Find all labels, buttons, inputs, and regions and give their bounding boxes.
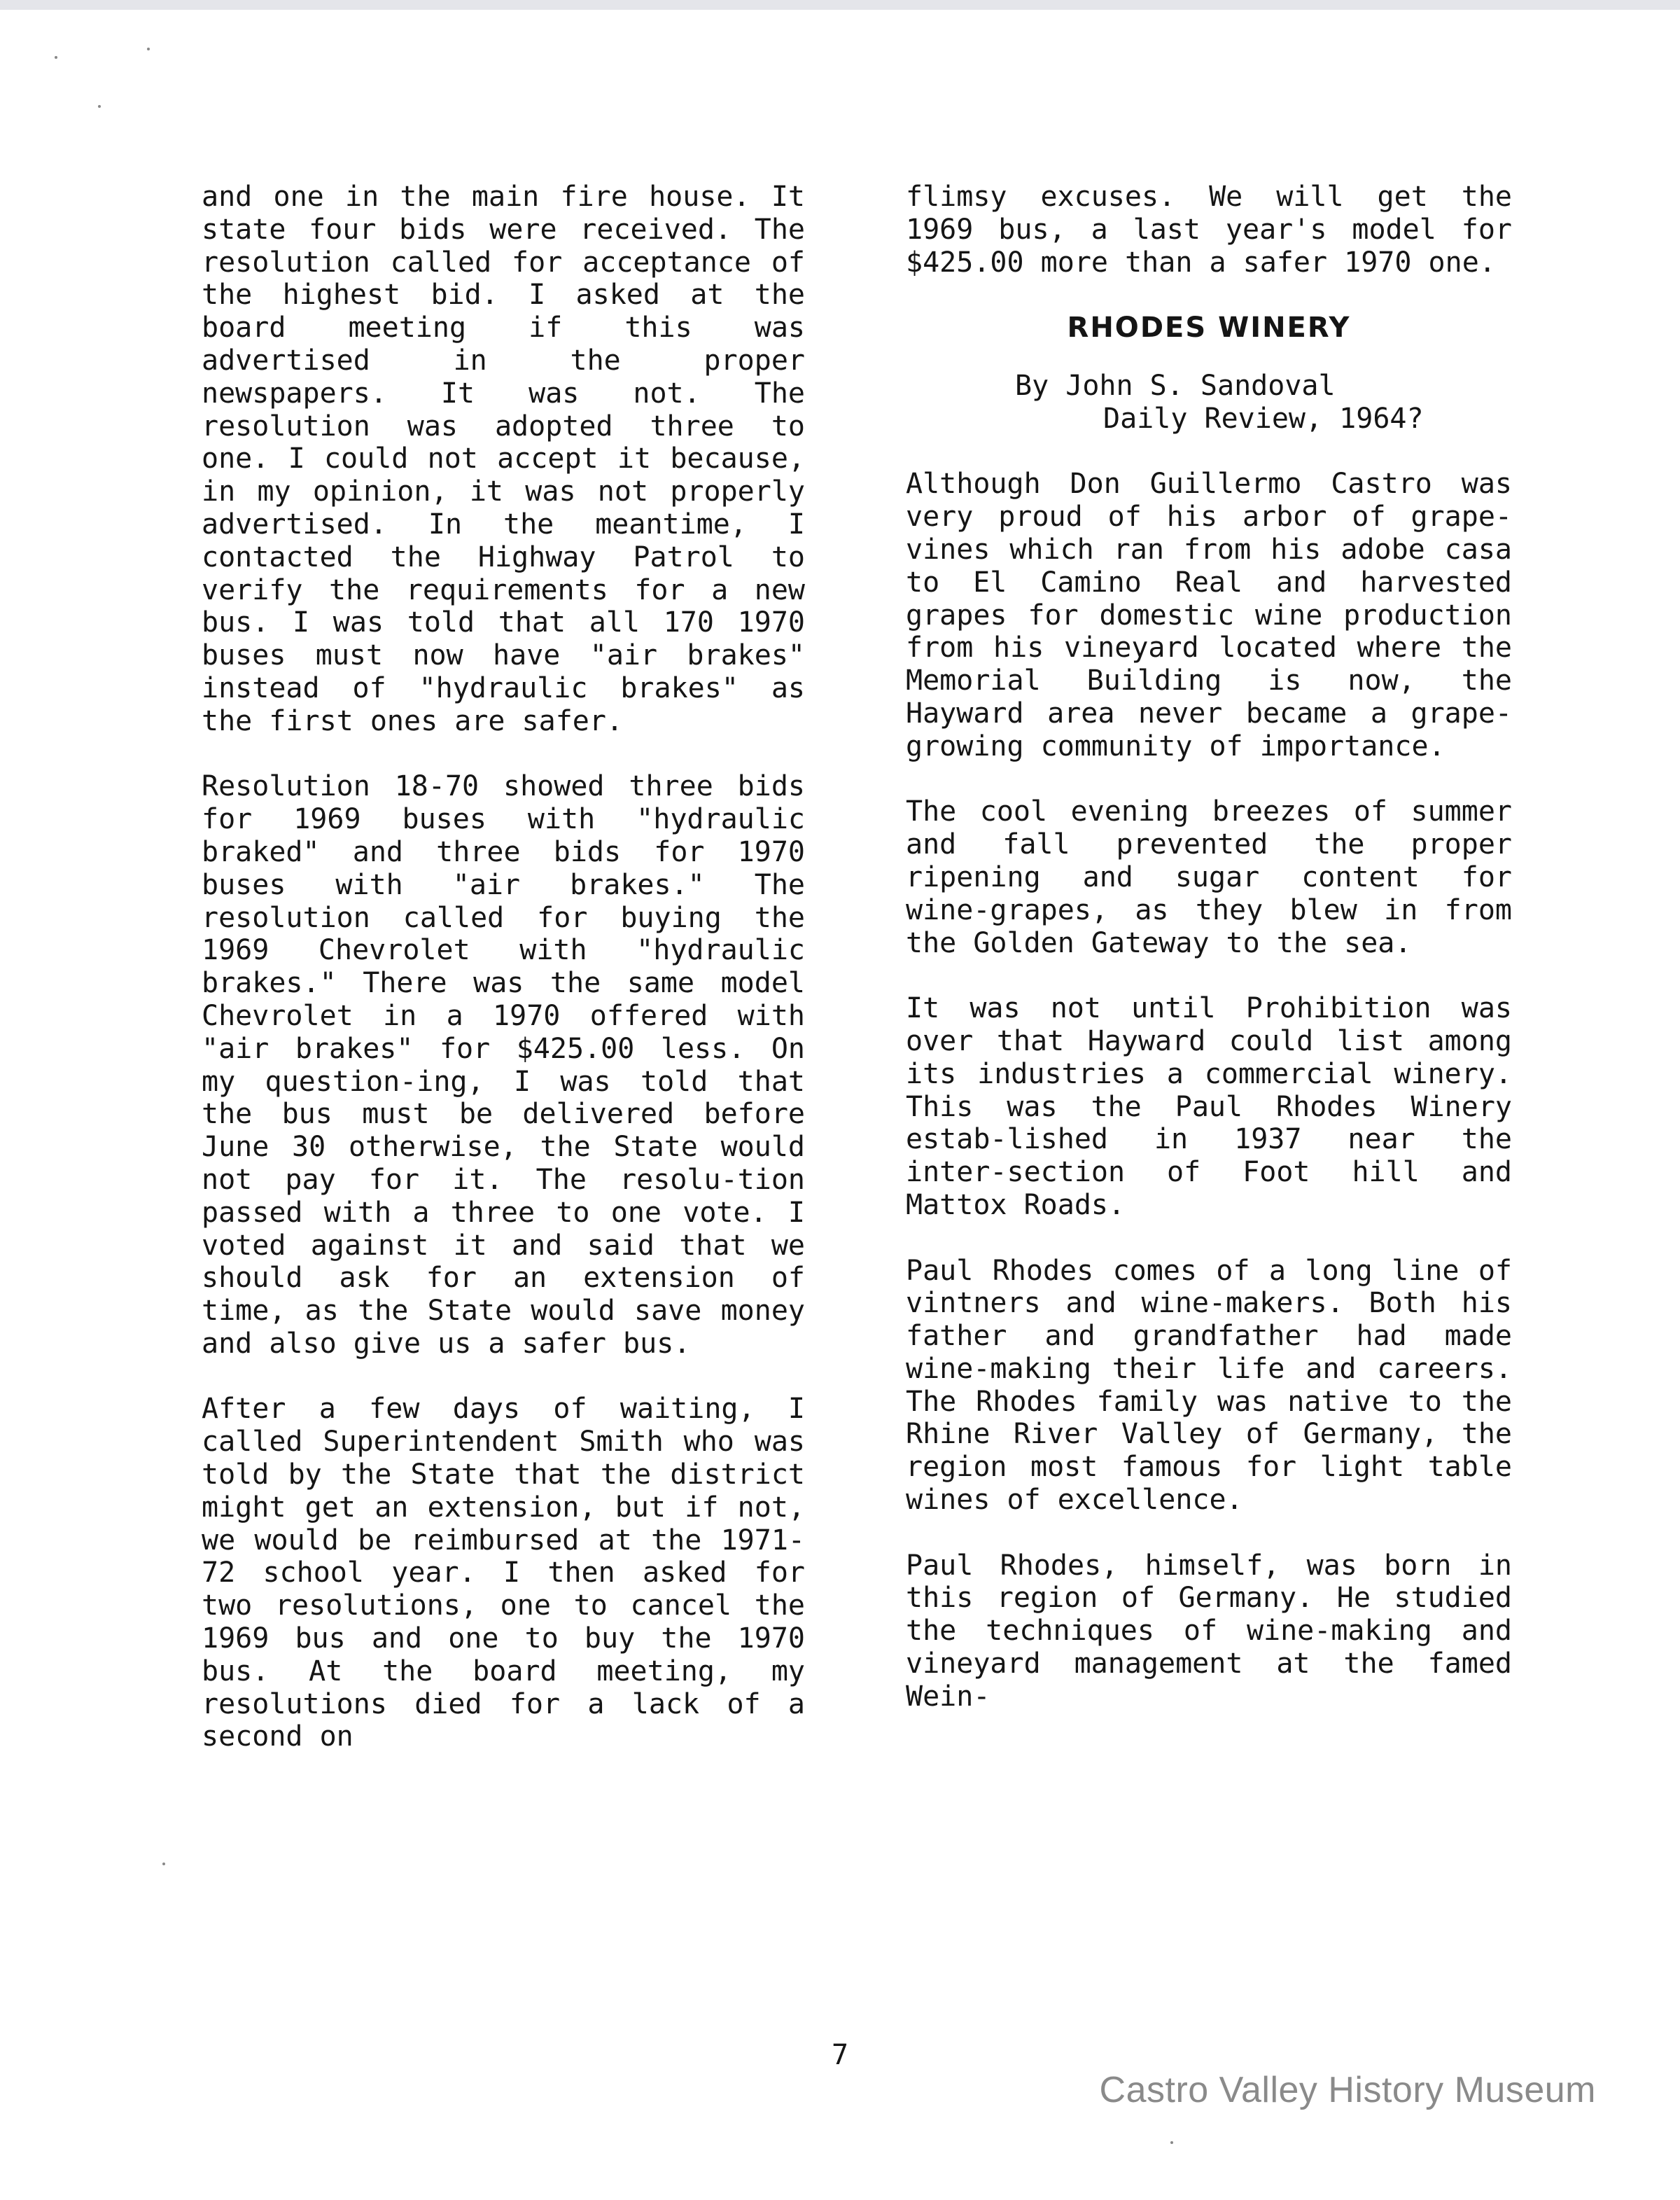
byline-author: By John S. Sandoval xyxy=(1015,369,1336,402)
scan-speck xyxy=(55,56,57,59)
left-paragraph-2: Resolution 18-70 showed three bids for 1969 buses with "hydraulic braked" and three bids for 1970 buses with "air brakes." The resolution called for buying the 1969 Chevrolet with "hydraulic brakes." There was the same model Chevrolet in a 1970 offered with "air brakes" for $425.00 less. On my question-ing, I was told that the bus must be delivered before June 30 otherwise, the State would not pay for it. The resolu-tion passed with a three to one vote. I voted against it and said that we should ask for an extension of time, as the State would save money and also give us a safer bus. xyxy=(202,770,805,1360)
right-column xyxy=(906,181,1512,1713)
article-paragraph-2: The cool evening breezes of summer and fall prevented the proper ripening and sugar content for wine-grapes, as they blew in from the Golden Gateway to the sea. xyxy=(906,795,1512,959)
rhodes-winery-article xyxy=(906,312,1512,1713)
left-paragraph-1: and one in the main fire house. It state four bids were received. The resolution called for acceptance of the highest bid. I asked at the board meeting if this was advertised in the proper newspapers. It was not. The resolution was adopted three to one. I could not accept it because, in my opinion, it was not properly advertised. In the meantime, I contacted the Highway Patrol to verify the requirements for a new bus. I was told that all 170 1970 buses must now have "air brakes" instead of "hydraulic brakes" as the first ones are safer. xyxy=(202,181,805,737)
article-paragraph-3: It was not until Prohibition was over that Hayward could list among its industries a commercial winery. This was the Paul Rhodes Winery estab-lished in 1937 near the inter-section of Foot hill and Mattox Roads. xyxy=(906,992,1512,1221)
left-column xyxy=(202,181,805,1753)
article-paragraph-5: Paul Rhodes, himself, was born in this region of Germany. He studied the techniques of wine-making and vineyard management at the famed Wein- xyxy=(906,1549,1512,1713)
continuation-paragraph: flimsy excuses. We will get the 1969 bus, a last year's model for $425.00 more than a safer 1970 one. xyxy=(906,181,1512,279)
scan-speck xyxy=(147,48,150,50)
article-paragraph-1: Although Don Guillermo Castro was very proud of his arbor of grape-vines which ran from his adobe casa to El Camino Real and harvested grapes for domestic wine production from his vineyard located where the Memorial Building is now, the Hayward area never became a grape-growing community of importance. xyxy=(906,468,1512,763)
scan-speck xyxy=(98,105,101,108)
left-paragraph-3: After a few days of waiting, I called Superintendent Smith who was told by the State that the district might get an extension, but if not, we would be reimbursed at the 1971-72 school year. I then asked for two resolutions, one to cancel the 1969 bus and one to buy the 1970 bus. At the board meeting, my resolutions died for a lack of a second on xyxy=(202,1393,805,1753)
page-number: 7 xyxy=(831,2039,849,2071)
byline-source: Daily Review, 1964? xyxy=(1103,402,1424,435)
scan-speck xyxy=(1170,2141,1173,2144)
scan-speck xyxy=(162,1863,165,1865)
article-byline xyxy=(906,370,1512,436)
article-title: RHODES WINERY xyxy=(1067,312,1351,344)
scan-top-edge xyxy=(0,0,1680,10)
museum-watermark: Castro Valley History Museum xyxy=(1099,2070,1596,2110)
article-paragraph-4: Paul Rhodes comes of a long line of vintners and wine-makers. Both his father and grandfather had made wine-making their life and careers. The Rhodes family was native to the Rhine River Valley of Germany, the region most famous for light table wines of excellence. xyxy=(906,1254,1512,1517)
